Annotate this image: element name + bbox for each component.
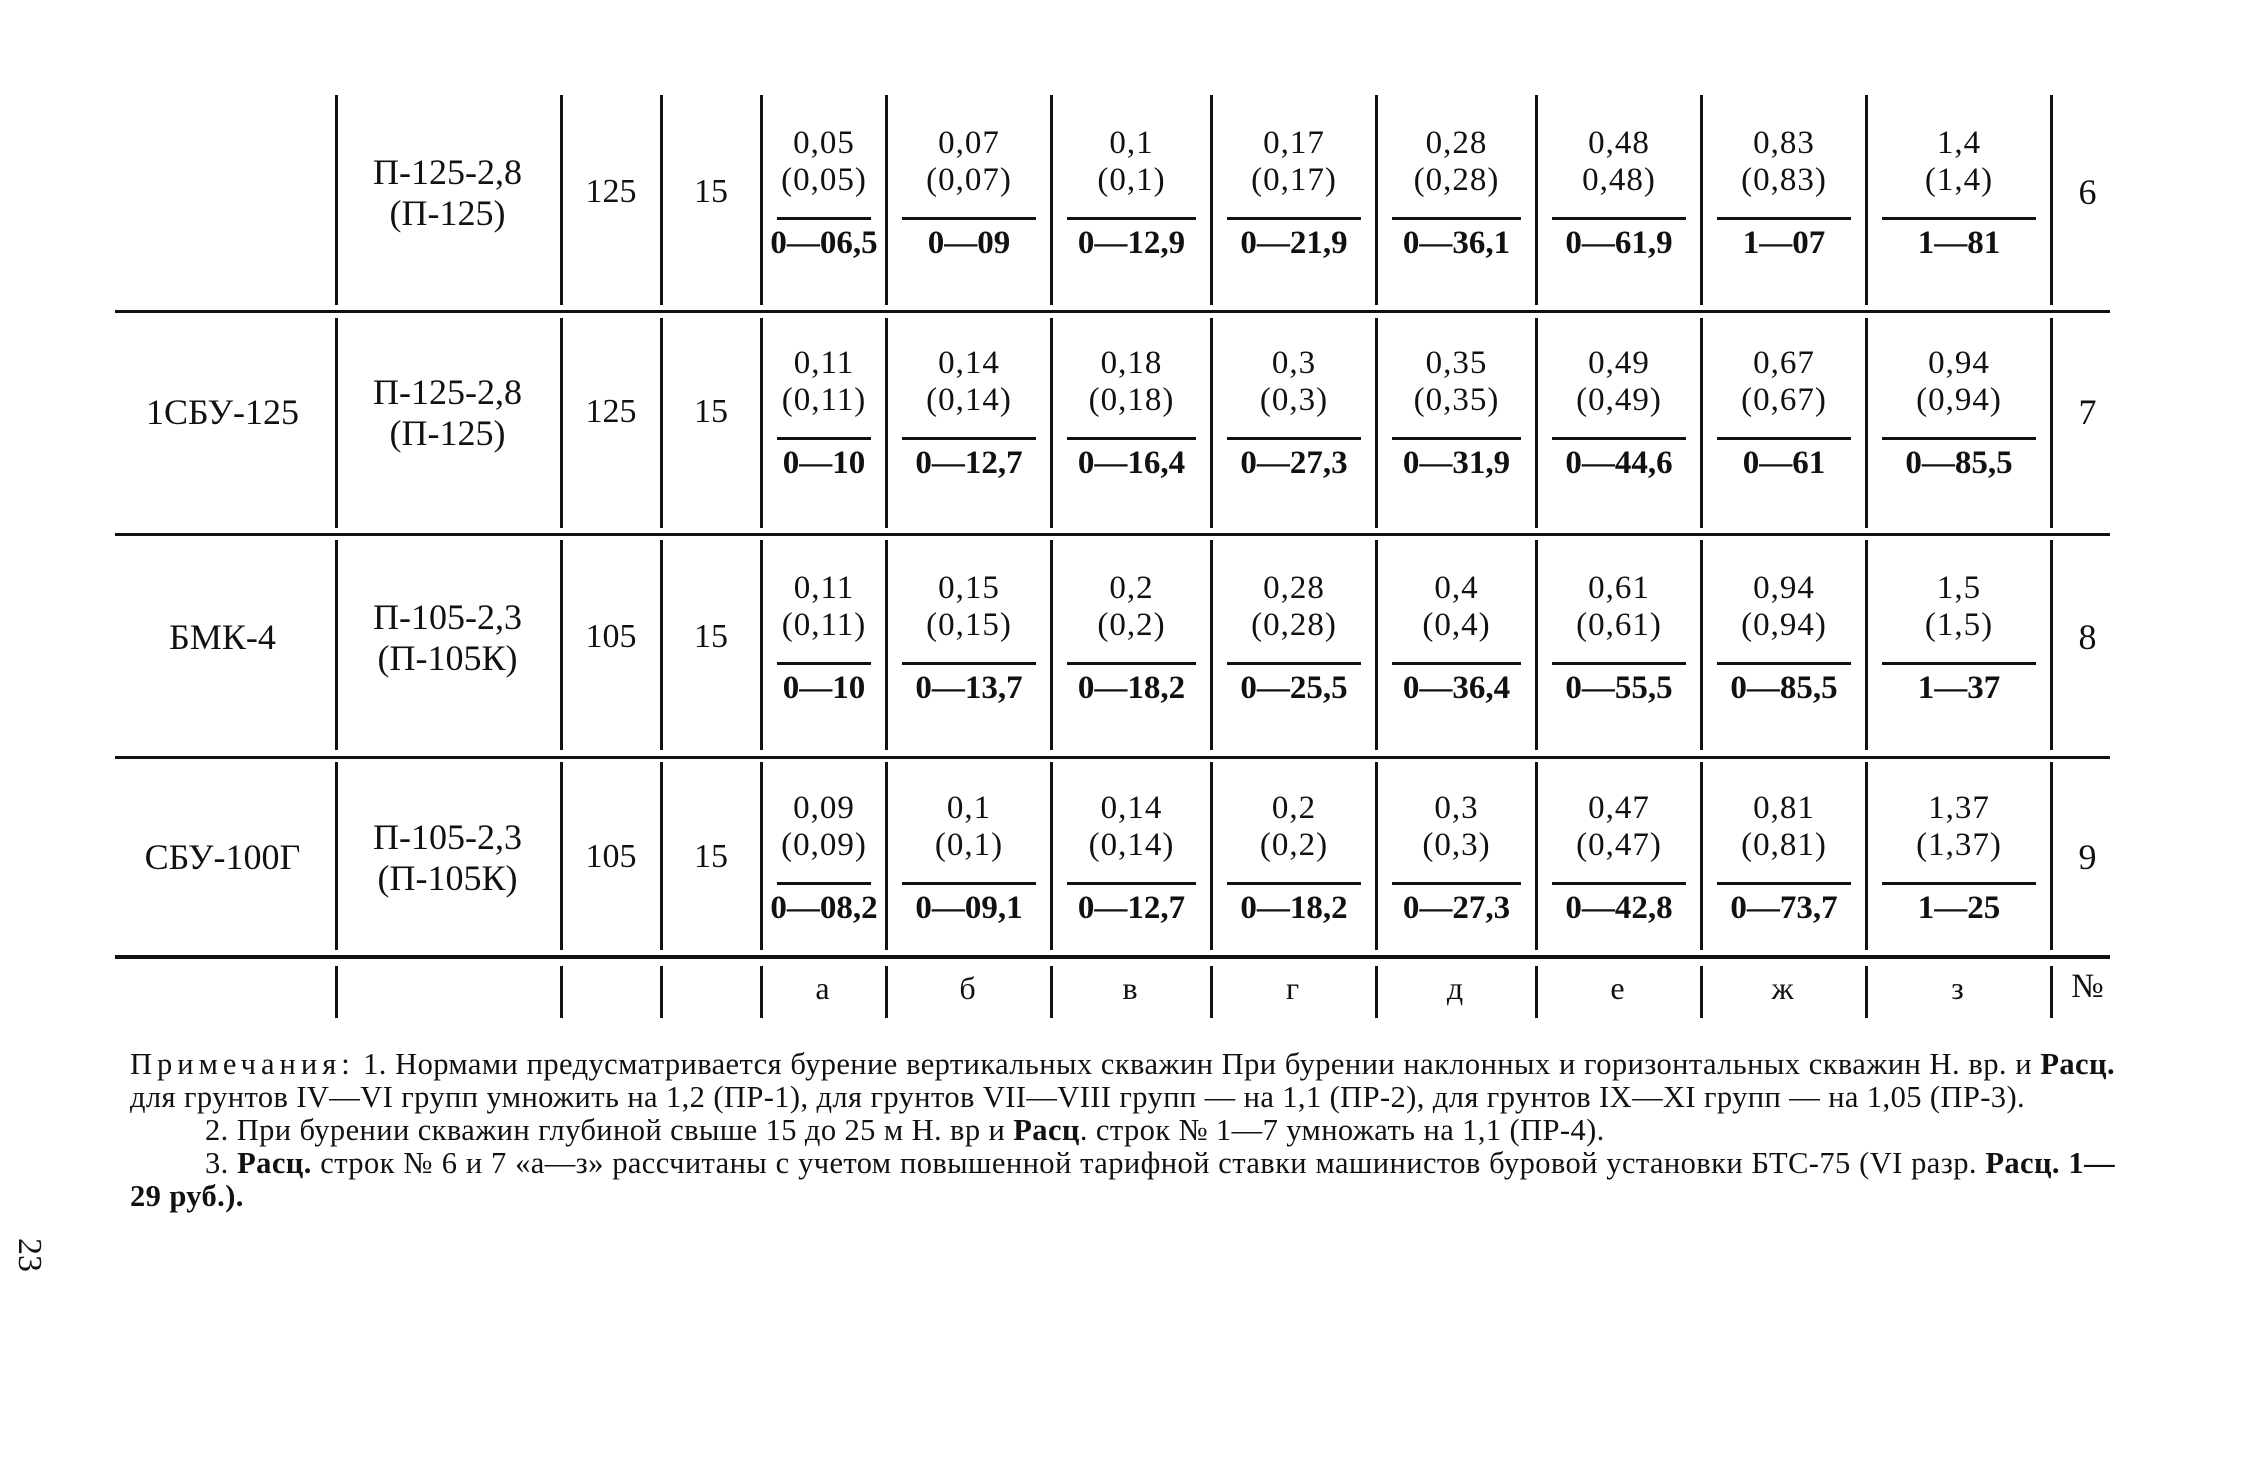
row-number-text: 7	[2078, 392, 2097, 433]
fraction-bar	[1227, 437, 1361, 440]
time-norm: 0,49	[1588, 345, 1650, 381]
column-rule	[885, 318, 888, 528]
norm-cell-з	[1868, 315, 2050, 510]
price-rate: 0—31,9	[1402, 445, 1511, 481]
price-rate: 1—25	[1917, 890, 2001, 926]
drill-type-line2: (П-105К)	[377, 637, 518, 678]
fraction-bar	[902, 217, 1036, 220]
time-norm-alt: (0,81)	[1741, 827, 1827, 863]
norm-cell-в	[1053, 540, 1210, 735]
number-sign: №	[2071, 968, 2104, 1005]
column-rule	[2050, 95, 2053, 305]
norm-cell-ж	[1703, 95, 1865, 290]
time-norm: 1,37	[1928, 790, 1990, 826]
column-letter: г	[1285, 970, 1300, 1006]
fraction-bar	[777, 662, 871, 665]
time-norm-alt: (0,35)	[1413, 382, 1500, 418]
time-norm-alt: (0,4)	[1422, 607, 1491, 643]
column-letter: а	[815, 970, 830, 1006]
time-norm: 0,3	[1434, 790, 1479, 826]
time-norm: 0,11	[793, 345, 855, 381]
column-letter: з	[1951, 970, 1964, 1006]
fraction-bar	[1717, 662, 1851, 665]
bit-diameter	[565, 95, 657, 290]
price-rate: 1—07	[1742, 225, 1826, 261]
time-norm: 0,14	[938, 345, 1000, 381]
price-rate: 0—55,5	[1565, 670, 1673, 706]
column-rule	[660, 762, 663, 950]
norm-cell-е	[1538, 540, 1700, 735]
column-rule	[760, 762, 763, 950]
drill-type	[340, 95, 555, 290]
fraction-bar	[1392, 882, 1521, 885]
fraction-bar	[1392, 662, 1521, 665]
time-norm: 0,1	[946, 790, 992, 826]
norm-cell-в	[1053, 760, 1210, 955]
norm-cell-б	[888, 315, 1050, 510]
machine-name	[115, 760, 330, 955]
column-rule	[1050, 95, 1053, 305]
column-rule	[1535, 540, 1538, 750]
norm-cell-г	[1213, 315, 1375, 510]
table-rule	[115, 756, 2110, 759]
column-rule	[1700, 318, 1703, 528]
fraction-bar	[1067, 662, 1196, 665]
table-rule	[115, 533, 2110, 536]
time-norm: 0,94	[1928, 345, 1990, 381]
column-rule	[335, 540, 338, 750]
row-number	[2055, 95, 2120, 290]
norm-cell-з	[1868, 760, 2050, 955]
norm-cell-д	[1378, 540, 1535, 735]
column-rule	[1700, 95, 1703, 305]
fraction-bar	[1392, 437, 1521, 440]
column-letter: д	[1446, 970, 1464, 1006]
time-norm-alt: (0,18)	[1088, 382, 1175, 418]
column-rule	[1050, 762, 1053, 950]
norm-cell-з	[1868, 95, 2050, 290]
price-rate: 1—37	[1917, 670, 2001, 706]
column-rule	[1865, 540, 1868, 750]
fraction-bar	[902, 662, 1036, 665]
time-norm: 0,11	[793, 570, 855, 606]
price-rate: 0—18,2	[1240, 890, 1348, 926]
fraction-bar	[1552, 662, 1686, 665]
norm-cell-б	[888, 95, 1050, 290]
time-norm-alt: (0,28)	[1413, 162, 1500, 198]
well-depth	[665, 760, 757, 955]
row-number-text: 6	[2078, 172, 2097, 213]
time-norm-alt: (0,3)	[1259, 382, 1329, 418]
column-rule	[1050, 540, 1053, 750]
column-rule	[1050, 318, 1053, 528]
price-rate: 0—36,1	[1402, 225, 1511, 261]
drill-type-line1: П-125-2,8	[373, 372, 522, 413]
time-norm: 1,5	[1936, 570, 1982, 606]
time-norm-alt: (0,83)	[1741, 162, 1827, 198]
column-rule	[2050, 966, 2053, 1018]
price-rate: 0—16,4	[1077, 445, 1186, 481]
norm-cell-в	[1053, 315, 1210, 510]
time-norm: 0,48	[1588, 125, 1650, 161]
fraction-bar	[1882, 217, 2036, 220]
time-norm: 0,61	[1588, 570, 1650, 606]
fraction-bar	[1227, 882, 1361, 885]
column-rule	[335, 966, 338, 1018]
fraction-bar	[1717, 217, 1851, 220]
machine-name-text: СБУ-100Г	[144, 837, 301, 878]
bit-diameter-text: 105	[585, 838, 637, 876]
time-norm-alt: (0,47)	[1576, 827, 1662, 863]
time-norm-alt: (0,61)	[1576, 607, 1662, 643]
price-rate: 0—12,7	[1077, 890, 1186, 926]
time-norm: 0,3	[1271, 345, 1317, 381]
time-norm: 1,4	[1936, 125, 1982, 161]
norm-cell-а	[763, 760, 885, 955]
drill-type-line1: П-125-2,8	[373, 152, 522, 193]
norm-cell-а	[763, 95, 885, 290]
norm-cell-д	[1378, 760, 1535, 955]
fraction-bar	[1882, 437, 2036, 440]
well-depth-text: 15	[694, 393, 728, 431]
time-norm: 0,2	[1109, 570, 1154, 606]
time-norm-alt: (1,5)	[1924, 607, 1994, 643]
price-rate: 0—25,5	[1240, 670, 1348, 706]
time-norm-alt: (0,2)	[1259, 827, 1329, 863]
bit-diameter-text: 125	[585, 173, 637, 211]
column-letter: ж	[1771, 970, 1794, 1006]
norm-cell-д	[1378, 95, 1535, 290]
column-rule	[660, 540, 663, 750]
time-norm-alt: (0,11)	[781, 607, 867, 643]
time-norm-alt: (0,94)	[1741, 607, 1827, 643]
column-rule	[560, 318, 563, 528]
price-rate: 0—13,7	[915, 670, 1023, 706]
drill-type	[340, 760, 555, 955]
time-norm-alt: (0,15)	[926, 607, 1012, 643]
notes-title: Примечания:	[130, 1047, 355, 1081]
price-rate: 0—36,4	[1402, 670, 1511, 706]
column-rule	[885, 540, 888, 750]
fraction-bar	[1067, 437, 1196, 440]
price-rate: 0—09	[927, 225, 1011, 261]
column-rule	[335, 318, 338, 528]
column-rule	[335, 762, 338, 950]
column-letter: е	[1610, 970, 1625, 1006]
price-rate: 0—12,9	[1077, 225, 1186, 261]
column-rule	[1375, 318, 1378, 528]
price-rate: 0—73,7	[1730, 890, 1838, 926]
column-rule	[885, 95, 888, 305]
time-norm: 0,94	[1753, 570, 1815, 606]
time-norm: 0,07	[938, 125, 1000, 161]
price-rate: 0—18,2	[1077, 670, 1186, 706]
fraction-bar	[777, 882, 871, 885]
time-norm-alt: (1,37)	[1916, 827, 2002, 863]
machine-name	[115, 95, 330, 290]
column-rule	[1535, 762, 1538, 950]
time-norm-alt: (0,1)	[934, 827, 1004, 863]
price-rate: 0—06,5	[770, 225, 878, 261]
fraction-bar	[1067, 882, 1196, 885]
price-rate: 0—61,9	[1565, 225, 1673, 261]
bit-diameter	[565, 540, 657, 735]
time-norm: 0,83	[1753, 125, 1815, 161]
price-rate: 0—85,5	[1905, 445, 2013, 481]
price-rate: 0—27,3	[1240, 445, 1348, 481]
note-3: 3. Расц. строк № 6 и 7 «а—з» рассчитаны с учетом повышенной тарифной ставки машинистов буровой установки БТС-75 (VI разр. Расц. 1—29 руб.).	[130, 1146, 2115, 1213]
price-rate: 0—09,1	[915, 890, 1023, 926]
column-rule	[1865, 95, 1868, 305]
time-norm-alt: (0,09)	[781, 827, 867, 863]
time-norm: 0,15	[938, 570, 1000, 606]
drill-type-line1: П-105-2,3	[373, 817, 522, 858]
well-depth	[665, 315, 757, 510]
price-rate: 0—27,3	[1402, 890, 1511, 926]
table-rule	[115, 955, 2110, 959]
drill-type	[340, 315, 555, 510]
column-rule	[1375, 95, 1378, 305]
column-rule	[1375, 540, 1378, 750]
row-number	[2055, 315, 2120, 510]
fraction-bar	[1717, 882, 1851, 885]
norm-cell-а	[763, 315, 885, 510]
page-number: 23	[11, 1238, 48, 1272]
norm-cell-д	[1378, 315, 1535, 510]
fraction-bar	[902, 437, 1036, 440]
column-rule	[660, 95, 663, 305]
bit-diameter-text: 125	[585, 393, 637, 431]
column-rule	[2050, 762, 2053, 950]
time-norm-alt: (1,4)	[1924, 162, 1994, 198]
fraction-bar	[902, 882, 1036, 885]
fraction-bar	[1227, 662, 1361, 665]
time-norm-alt: (0,67)	[1741, 382, 1827, 418]
drill-type	[340, 540, 555, 735]
column-rule	[560, 762, 563, 950]
fraction-bar	[1392, 217, 1521, 220]
norm-cell-ж	[1703, 315, 1865, 510]
time-norm: 0,81	[1753, 790, 1815, 826]
machine-name-text: БМК-4	[169, 617, 276, 658]
drill-type-line2: (П-105К)	[377, 857, 518, 898]
norm-cell-б	[888, 540, 1050, 735]
time-norm: 0,14	[1100, 790, 1163, 826]
column-rule	[1210, 318, 1213, 528]
time-norm-alt: (0,11)	[781, 382, 867, 418]
fraction-bar	[1227, 217, 1361, 220]
norm-cell-в	[1053, 95, 1210, 290]
column-rule	[1210, 540, 1213, 750]
column-rule	[1210, 762, 1213, 950]
time-norm: 0,4	[1434, 570, 1479, 606]
price-rate: 0—12,7	[915, 445, 1023, 481]
time-norm: 0,47	[1588, 790, 1650, 826]
time-norm-alt: (0,49)	[1576, 382, 1662, 418]
well-depth-text: 15	[694, 173, 728, 211]
well-depth-text: 15	[694, 618, 728, 656]
column-letter: в	[1122, 970, 1138, 1006]
price-rate: 0—61	[1742, 445, 1826, 481]
fraction-bar	[1882, 662, 2036, 665]
column-rule	[335, 95, 338, 305]
time-norm: 0,28	[1425, 125, 1488, 161]
bit-diameter-text: 105	[585, 618, 637, 656]
fraction-bar	[1882, 882, 2036, 885]
column-rule	[1535, 95, 1538, 305]
column-rule	[1700, 762, 1703, 950]
column-letter: б	[959, 970, 976, 1006]
time-norm-alt: 0,48)	[1582, 162, 1656, 198]
price-rate: 0—85,5	[1730, 670, 1838, 706]
time-norm-alt: (0,05)	[781, 162, 867, 198]
machine-name	[115, 315, 330, 510]
column-rule	[760, 540, 763, 750]
column-rule	[760, 95, 763, 305]
norm-cell-ж	[1703, 760, 1865, 955]
time-norm-alt: (0,1)	[1097, 162, 1166, 198]
norm-cell-з	[1868, 540, 2050, 735]
machine-name	[115, 540, 330, 735]
column-rule	[1375, 762, 1378, 950]
column-rule	[560, 540, 563, 750]
norm-cell-б	[888, 760, 1050, 955]
fraction-bar	[1717, 437, 1851, 440]
time-norm: 0,05	[793, 125, 855, 161]
drill-type-line2: (П-125)	[389, 192, 506, 233]
row-number	[2055, 540, 2120, 735]
time-norm: 0,1	[1109, 125, 1154, 161]
column-rule	[660, 966, 663, 1018]
time-norm: 0,28	[1263, 570, 1325, 606]
price-rate: 1—81	[1917, 225, 2001, 261]
column-rule	[660, 318, 663, 528]
fraction-bar	[777, 217, 871, 220]
time-norm-alt: (0,14)	[926, 382, 1012, 418]
time-norm: 0,2	[1271, 790, 1317, 826]
row-number-text: 8	[2078, 617, 2097, 658]
well-depth	[665, 540, 757, 735]
price-rate: 0—10	[782, 445, 866, 481]
column-rule	[560, 966, 563, 1018]
fraction-bar	[1552, 217, 1686, 220]
time-norm: 0,35	[1425, 345, 1488, 381]
norm-cell-г	[1213, 95, 1375, 290]
machine-name-text: 1СБУ-125	[146, 392, 299, 433]
bit-diameter	[565, 760, 657, 955]
row-number	[2055, 760, 2120, 955]
column-rule	[1535, 318, 1538, 528]
norm-cell-ж	[1703, 540, 1865, 735]
bit-diameter	[565, 315, 657, 510]
norm-cell-е	[1538, 95, 1700, 290]
time-norm-alt: (0,28)	[1251, 607, 1337, 643]
column-rule	[1865, 762, 1868, 950]
time-norm-alt: (0,14)	[1088, 827, 1175, 863]
norm-cell-г	[1213, 540, 1375, 735]
column-rule	[760, 318, 763, 528]
norm-cell-а	[763, 540, 885, 735]
norm-cell-е	[1538, 315, 1700, 510]
fraction-bar	[777, 437, 871, 440]
column-rule	[560, 95, 563, 305]
price-rate: 0—21,9	[1240, 225, 1348, 261]
time-norm-alt: (0,17)	[1251, 162, 1337, 198]
fraction-bar	[1067, 217, 1196, 220]
column-rule	[1700, 540, 1703, 750]
time-norm-alt: (0,07)	[926, 162, 1012, 198]
well-depth-text: 15	[694, 838, 728, 876]
drill-type-line2: (П-125)	[389, 412, 506, 453]
time-norm: 0,67	[1753, 345, 1815, 381]
fraction-bar	[1552, 882, 1686, 885]
well-depth	[665, 95, 757, 290]
time-norm-alt: (0,3)	[1422, 827, 1491, 863]
price-rate: 0—44,6	[1565, 445, 1673, 481]
table-rule	[115, 310, 2110, 313]
norm-cell-г	[1213, 760, 1375, 955]
time-norm: 0,17	[1263, 125, 1325, 161]
fraction-bar	[1552, 437, 1686, 440]
notes-block	[130, 1048, 2115, 1213]
column-rule	[1865, 318, 1868, 528]
time-norm: 0,18	[1100, 345, 1163, 381]
time-norm-alt: (0,94)	[1916, 382, 2002, 418]
time-norm: 0,09	[793, 790, 855, 826]
price-rate: 0—10	[782, 670, 866, 706]
time-norm-alt: (0,2)	[1097, 607, 1166, 643]
column-rule	[2050, 540, 2053, 750]
note-1: Примечания: 1. Нормами предусматривается бурение вертикальных скважин При бурении наклонных и горизонтальных скважин Н. вр. и Расц. для грунтов IV—VI групп умножить на 1,2 (ПР-1), для грунтов VII—VIII групп — на 1,1 (ПР-2), для грунтов IX—XI групп — на 1,05 (ПР-3).	[130, 1047, 2115, 1114]
drill-type-line1: П-105-2,3	[373, 597, 522, 638]
price-rate: 0—08,2	[770, 890, 878, 926]
norm-cell-е	[1538, 760, 1700, 955]
column-rule	[885, 762, 888, 950]
note-2: 2. При бурении скважин глубиной свыше 15 до 25 м Н. вр и Расц. строк № 1—7 умножать на 1,1 (ПР-4).	[205, 1113, 1605, 1147]
column-rule	[2050, 318, 2053, 528]
column-rule	[1210, 95, 1213, 305]
price-rate: 0—42,8	[1565, 890, 1673, 926]
row-number-text: 9	[2078, 837, 2097, 878]
